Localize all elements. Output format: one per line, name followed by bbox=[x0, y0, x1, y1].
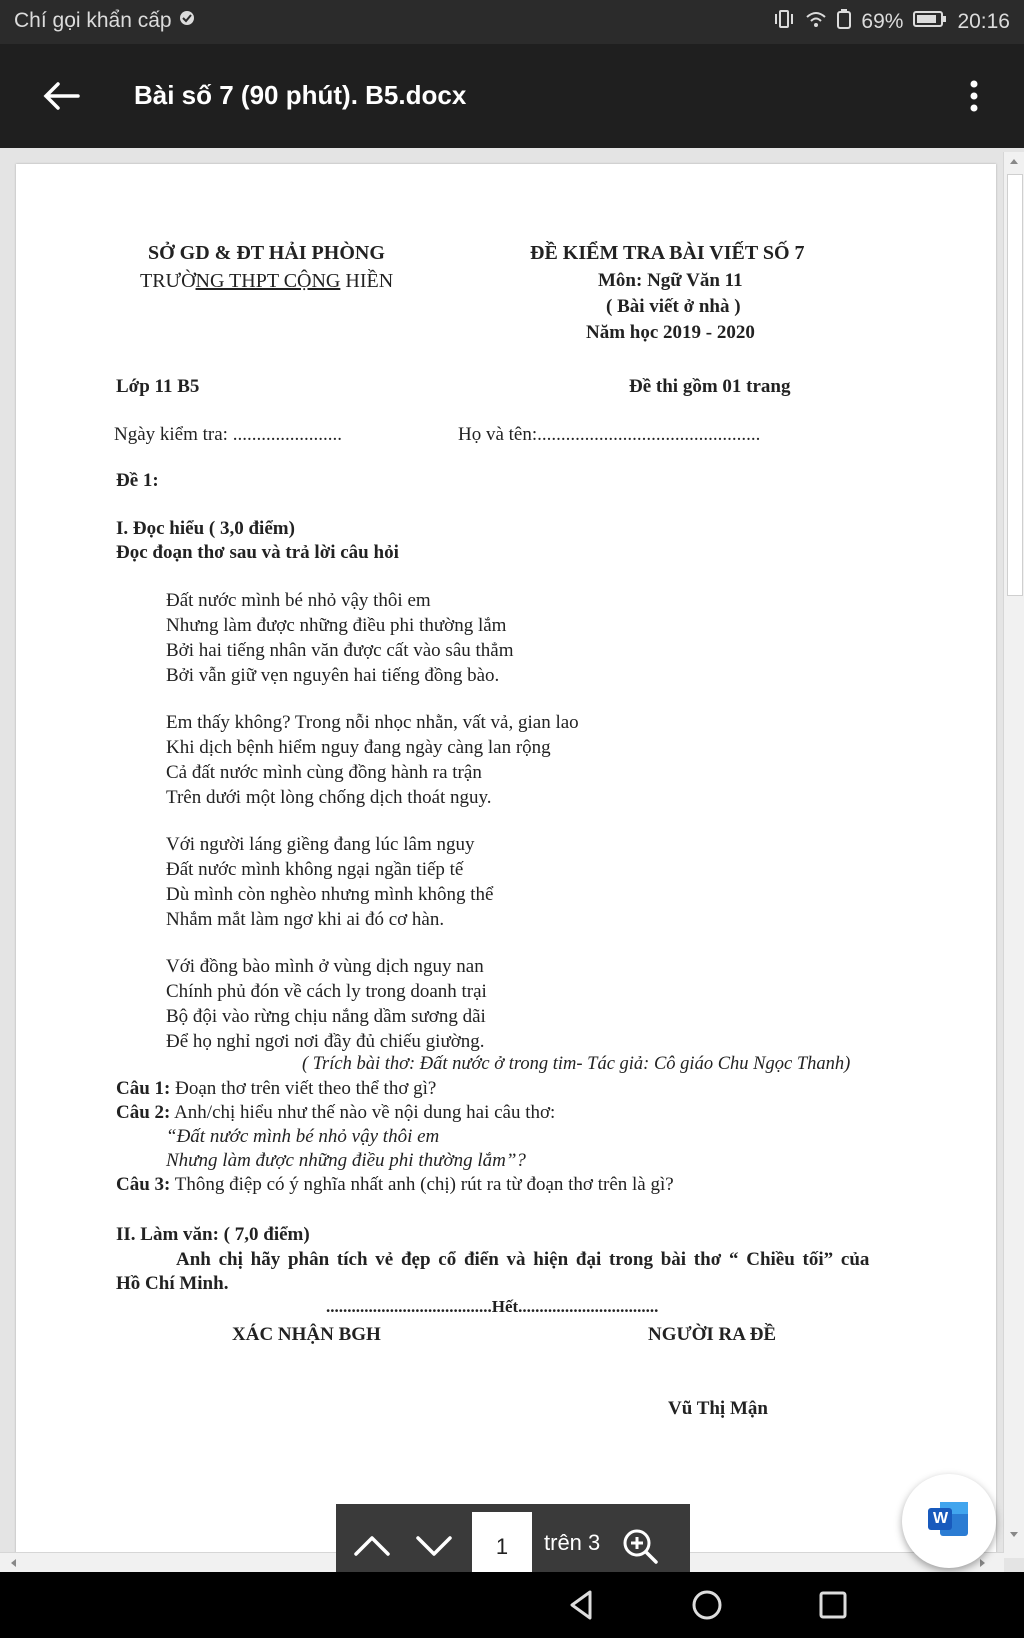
section1-title: I. Đọc hiểu ( 3,0 điểm) bbox=[116, 518, 295, 539]
school-name: TRƯỜNG THPT CỘNG HIỀN bbox=[140, 270, 394, 292]
app-bar bbox=[0, 44, 1024, 148]
wifi-icon bbox=[805, 10, 827, 34]
poem-line: Em thấy không? Trong nỗi nhọc nhằn, vất vả, gian lao bbox=[166, 712, 579, 733]
document-page bbox=[16, 164, 996, 1558]
vertical-scrollbar[interactable] bbox=[1003, 152, 1024, 1558]
section2-title: II. Làm văn: ( 7,0 điểm) bbox=[116, 1224, 310, 1245]
zoom-in-icon[interactable] bbox=[618, 1524, 662, 1568]
question-2-quote-line2: Nhưng làm được những điều phi thường lắm”? bbox=[166, 1150, 526, 1171]
question-1: Câu 1: Đoạn thơ trên viết theo thể thơ gì? bbox=[116, 1078, 437, 1099]
exam-variant: Đề 1: bbox=[116, 470, 159, 491]
exam-title: ĐỀ KIỂM TRA BÀI VIẾT SỐ 7 bbox=[530, 242, 805, 264]
nav-recents-icon[interactable] bbox=[814, 1586, 852, 1624]
page-total-label: trên 3 bbox=[544, 1530, 601, 1555]
exam-note: ( Bài viết ở nhà ) bbox=[606, 296, 741, 317]
carrier-label: Chí gọi khẩn cấp bbox=[14, 9, 172, 32]
poem-line: Nhưng làm được những điều phi thường lắm bbox=[166, 615, 507, 636]
confirm-label: XÁC NHẬN BGH bbox=[232, 1324, 381, 1345]
exam-subject: Môn: Ngữ Văn 11 bbox=[598, 270, 743, 291]
word-icon: W bbox=[928, 1500, 970, 1538]
next-page-button[interactable] bbox=[412, 1524, 456, 1568]
clock: 20:16 bbox=[957, 10, 1010, 33]
document-title: Bài số 7 (90 phút). B5.docx bbox=[134, 80, 467, 110]
poem-line: Với đồng bào mình ở vùng dịch nguy nan bbox=[166, 956, 484, 977]
question-2: Câu 2: Anh/chị hiểu như thế nào về nội dung hai câu thơ: bbox=[116, 1102, 556, 1123]
class-label: Lớp 11 B5 bbox=[116, 376, 200, 397]
student-name-field: Họ và tên:............................................... bbox=[458, 424, 761, 445]
poem-line: Khi dịch bệnh hiểm nguy đang ngày càng lan rộng bbox=[166, 737, 551, 758]
department-name: SỞ GD & ĐT HẢI PHÒNG bbox=[148, 242, 385, 264]
page-count-note: Đề thi gồm 01 trang bbox=[629, 376, 791, 397]
battery-percent: 69% bbox=[861, 10, 904, 33]
battery-icon bbox=[913, 10, 947, 34]
poem-line: Bởi vẫn giữ vẹn nguyên hai tiếng đồng bào. bbox=[166, 665, 500, 686]
battery-saver-icon bbox=[837, 9, 851, 35]
poem-line: Nhắm mắt làm ngơ khi ai đó cơ hàn. bbox=[166, 909, 445, 930]
open-in-word-button[interactable] bbox=[902, 1474, 996, 1568]
poem-line: Bởi hai tiếng nhân văn được cất vào sâu thẳm bbox=[166, 640, 514, 661]
poem-line: Với người láng giềng đang lúc lâm nguy bbox=[166, 834, 475, 855]
poem-line: Dù mình còn nghèo nhưng mình không thể bbox=[166, 884, 494, 905]
author-name: Vũ Thị Mận bbox=[668, 1398, 768, 1419]
end-marker: .......................................Hết................................. bbox=[326, 1297, 659, 1316]
section1-instruction: Đọc đoạn thơ sau và trả lời câu hỏi bbox=[116, 542, 399, 563]
exam-date-field: Ngày kiểm tra: ....................... bbox=[114, 424, 342, 445]
more-options-icon[interactable] bbox=[964, 74, 984, 118]
question-2-quote-line1: “Đất nước mình bé nhỏ vậy thôi em bbox=[166, 1126, 440, 1147]
nav-home-icon[interactable] bbox=[688, 1586, 726, 1624]
exam-year: Năm học 2019 - 2020 bbox=[586, 322, 755, 343]
poem-line: Bộ đội vào rừng chịu nắng dầm sương dãi bbox=[166, 1006, 486, 1027]
poem-line: Để họ nghỉ ngơi nơi đầy đủ chiếu giường. bbox=[166, 1031, 485, 1052]
back-arrow-icon[interactable] bbox=[40, 74, 84, 118]
page-number-input[interactable]: 1 bbox=[472, 1512, 532, 1582]
poem-line: Chính phủ đón về cách ly trong doanh trại bbox=[166, 981, 487, 1002]
system-navigation-bar bbox=[0, 1572, 1024, 1638]
author-label: NGƯỜI RA ĐỀ bbox=[648, 1324, 777, 1345]
section2-prompt: Anh chị hãy phân tích vẻ đẹp cổ điển và hiện đại trong bài thơ “ Chiều tối” của bbox=[176, 1249, 870, 1270]
nav-back-icon[interactable] bbox=[562, 1586, 600, 1624]
vpn-icon bbox=[178, 9, 196, 33]
poem-line: Đất nước mình bé nhỏ vậy thôi em bbox=[166, 590, 431, 611]
previous-page-button[interactable] bbox=[350, 1524, 394, 1568]
vibrate-icon bbox=[773, 9, 795, 35]
poem-line: Đất nước mình không ngại ngần tiếp tế bbox=[166, 859, 464, 880]
poem-line: Trên dưới một lòng chống dịch thoát nguy. bbox=[166, 787, 492, 808]
question-3: Câu 3: Thông điệp có ý nghĩa nhất anh (chị) rút ra từ đoạn thơ trên là gì? bbox=[116, 1174, 674, 1195]
poem-citation: ( Trích bài thơ: Đất nước ở trong tim- Tác giả: Cô giáo Chu Ngọc Thanh) bbox=[302, 1054, 851, 1074]
section2-prompt-end: Hồ Chí Minh. bbox=[116, 1273, 229, 1294]
status-bar bbox=[0, 0, 1024, 44]
poem-line: Cả đất nước mình cùng đồng hành ra trận bbox=[166, 762, 482, 783]
